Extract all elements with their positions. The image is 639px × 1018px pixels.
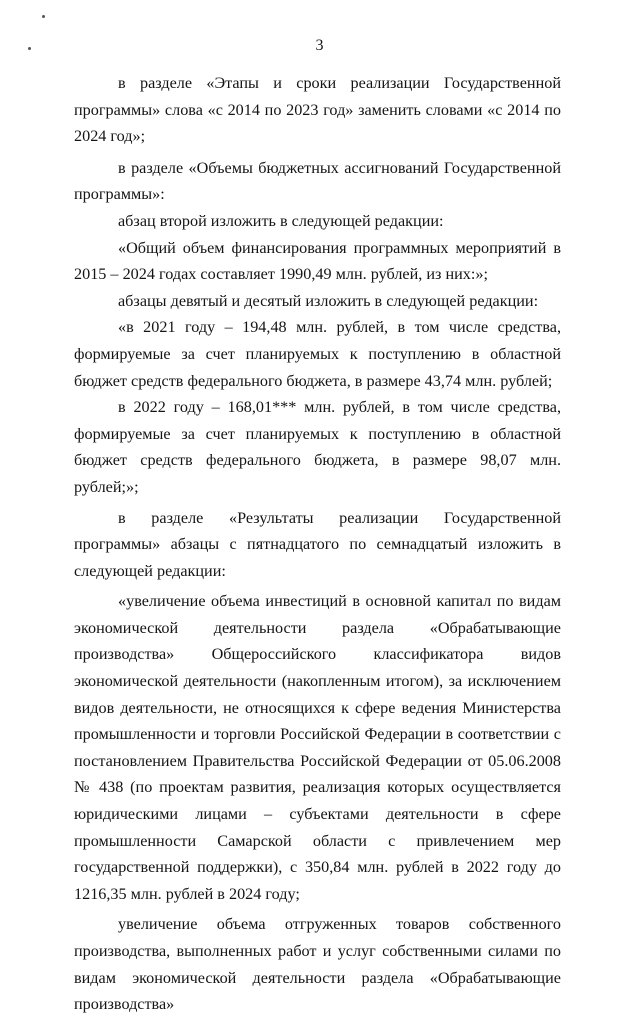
paragraph-2: в разделе «Объемы бюджетных ассигнований Государственной программы»: — [74, 158, 561, 204]
paragraph-5: абзацы девятый и десятый изложить в следующей редакции: — [118, 291, 539, 310]
paragraph-1: в разделе «Этапы и сроки реализации Государственной программы» слова «с 2014 по 2023 год» заменить словами «с 2014 по 2024 год»; — [74, 74, 561, 146]
paragraph-8: в разделе «Результаты реализации Государственной программы» абзацы с пятнадцатого по семнадцатый изложить в следующей редакции: — [74, 508, 561, 580]
paragraph-9: «увеличение объема инвестиций в основной капитал по видам экономической деятельности раздела «Обрабатывающие производства» Общероссийского классификатора видов экономической деятельности (накопленным итогом), за исключением видов деятельности, не относящихся к сфере ведения Министерства промышленности и торговли Российской Федерации в соответствии с постановлением Правительства Российской Федерации от 05.06.2008 № 438 (по проектам развития, реализация которых осуществляется юридическими лицами – субъектами деятельности в сфере промышленности Самарской области с привлечением мер государственной поддержки), с 350,84 млн. рублей в 2022 году до 1216,35 млн. рублей в 2024 году; — [74, 592, 561, 903]
paragraph-6: «в 2021 году – 194,48 млн. рублей, в том числе средства, формируемые за счет планируемых к поступлению в областной бюджет средств федерального бюджета, в размере 43,74 млн. рублей; — [74, 318, 561, 390]
paragraph-10: увеличение объема отгруженных товаров собственного производства, выполненных работ и услуг собственными силами по видам экономической деятельности раздела «Обрабатывающие производства» — [74, 915, 561, 1014]
paragraph-7: в 2022 году – 168,01*** млн. рублей, в том числе средства, формируемые за счет планируемых к поступлению в областной бюджет средств федерального бюджета, в размере 98,07 млн. рублей;»; — [74, 398, 561, 496]
paragraph-3: абзац второй изложить в следующей редакции: — [118, 211, 444, 230]
page-number: 3 — [315, 37, 324, 54]
scan-speck — [42, 15, 45, 18]
paragraph-4: «Общий объем финансирования программных мероприятий в 2015 – 2024 годах составляет 1990,49 млн. рублей, из них:»; — [74, 238, 561, 284]
document-body — [74, 70, 561, 1018]
